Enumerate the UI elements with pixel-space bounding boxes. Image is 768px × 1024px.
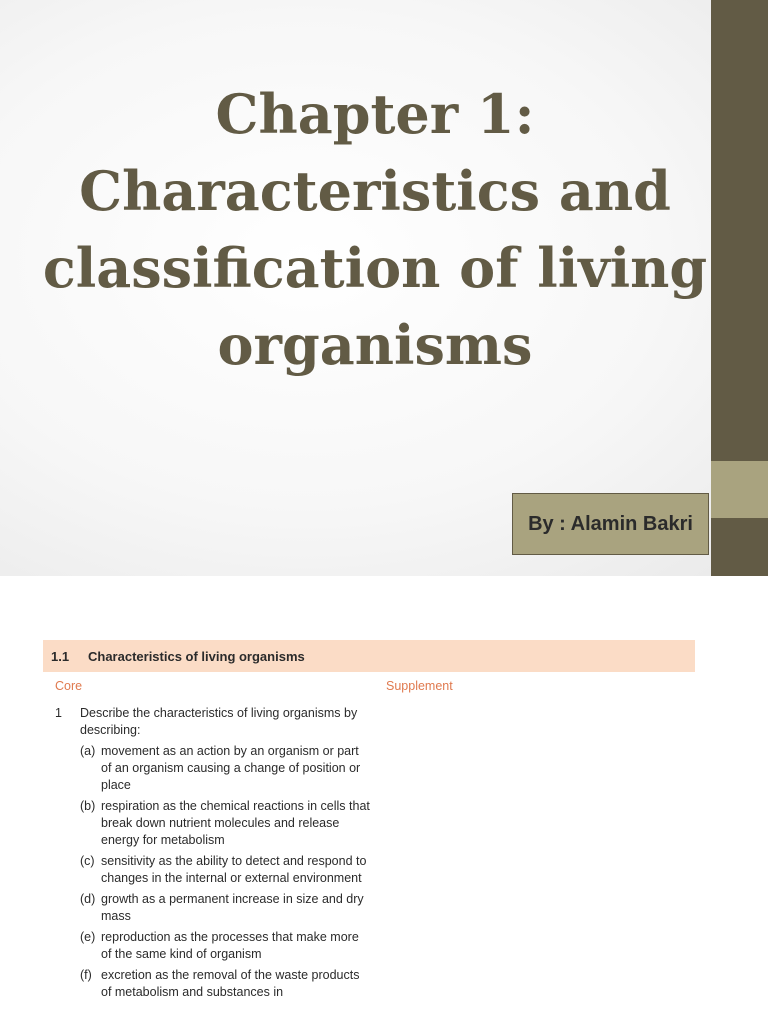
sub-item <box>80 891 370 925</box>
sub-item-text: respiration as the chemical reactions in cells that break down nutrient molecules and release energy for metabolism <box>101 799 370 847</box>
title-line-4: organisms <box>217 313 533 377</box>
section-header <box>43 640 695 672</box>
supplement-heading: Supplement <box>386 679 453 693</box>
section-title: Characteristics of living organisms <box>88 648 305 664</box>
title-line-2: Characteristics and <box>79 159 671 223</box>
list-item <box>43 705 370 1001</box>
sub-item-text: growth as a permanent increase in size and dry mass <box>101 892 364 923</box>
author-label: By : Alamin Bakri <box>528 512 693 535</box>
syllabus-excerpt <box>43 640 695 1001</box>
sub-item <box>80 929 370 963</box>
column-headings <box>43 675 695 699</box>
sub-item-text: excretion as the removal of the waste products of metabolism and substances in <box>101 968 360 999</box>
slide-title <box>40 76 710 384</box>
sub-item-letter: (d) <box>80 892 96 906</box>
sub-item-letter: (a) <box>80 744 96 758</box>
sub-item <box>80 743 370 794</box>
section-number: 1.1 <box>51 648 70 664</box>
accent-bar-light <box>711 461 768 518</box>
title-line-3: classification of living <box>42 236 708 300</box>
item-text: Describe the characteristics of living organisms by describing: <box>80 706 358 737</box>
sub-item-letter: (f) <box>80 968 92 982</box>
sub-item <box>80 798 370 849</box>
author-box <box>512 493 709 555</box>
sub-item-letter: (b) <box>80 799 96 813</box>
sub-item <box>80 853 370 887</box>
sub-item-text: reproduction as the processes that make more of the same kind of organism <box>101 930 359 961</box>
core-heading: Core <box>55 679 83 693</box>
core-content <box>43 705 695 1001</box>
sub-item-text: sensitivity as the ability to detect and respond to changes in the internal or external environment <box>101 854 367 885</box>
title-line-1: Chapter 1: <box>215 82 535 146</box>
sub-item-text: movement as an action by an organism or part of an organism causing a change of position or place <box>101 744 361 792</box>
sub-item-letter: (e) <box>80 930 96 944</box>
sub-item <box>80 967 370 1001</box>
item-number: 1 <box>55 706 62 720</box>
sub-item-letter: (c) <box>80 854 95 868</box>
